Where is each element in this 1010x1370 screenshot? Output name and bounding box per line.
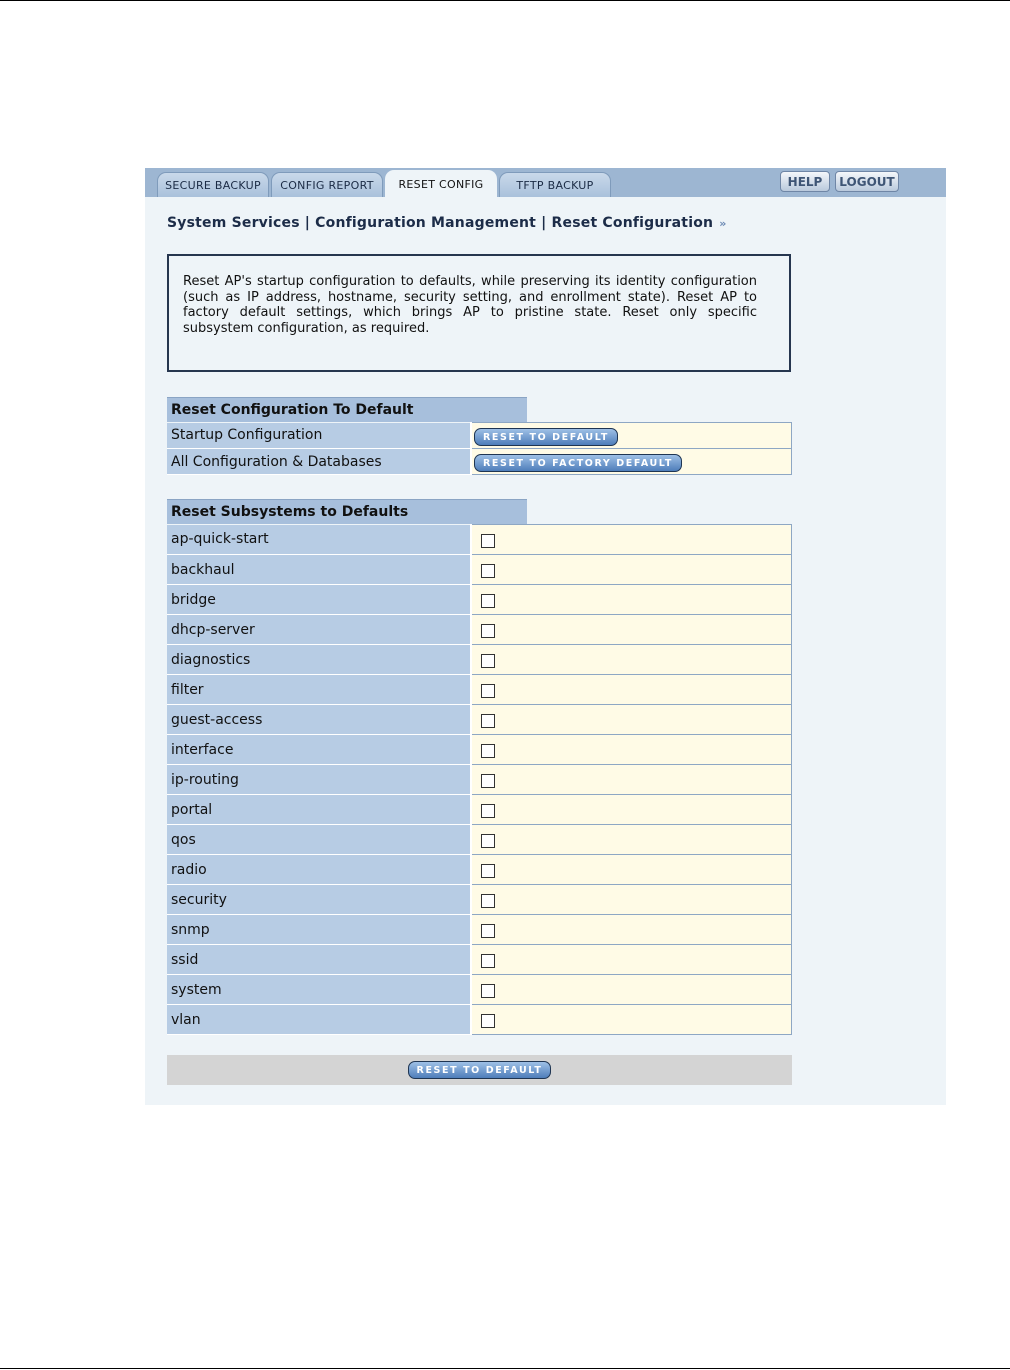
subsystems-table <box>167 524 792 1035</box>
subsystem-checkbox-bridge[interactable] <box>481 594 495 608</box>
table-row <box>167 705 792 735</box>
subsystem-label: qos <box>167 825 471 855</box>
reset-config-default-table <box>167 422 792 475</box>
subsystem-checkbox-interface[interactable] <box>481 744 495 758</box>
table-row <box>167 915 792 945</box>
subsystem-checkbox-vlan[interactable] <box>481 1014 495 1028</box>
breadcrumb <box>167 215 727 231</box>
table-row <box>167 855 792 885</box>
subsystem-checkbox-ap-quick-start[interactable] <box>481 534 495 548</box>
reset-startup-to-default-button[interactable]: RESET TO DEFAULT <box>474 428 618 446</box>
reset-subsystems-header: Reset Subsystems to Defaults <box>167 499 527 524</box>
reset-subsystems-to-default-button[interactable]: RESET TO DEFAULT <box>408 1061 552 1079</box>
reset-to-factory-default-button[interactable]: RESET TO FACTORY DEFAULT <box>474 454 682 472</box>
table-row <box>167 945 792 975</box>
subsystem-label: bridge <box>167 585 471 615</box>
subsystem-checkbox-radio[interactable] <box>481 864 495 878</box>
subsystem-label: ip-routing <box>167 765 471 795</box>
description-box: Reset AP's startup configuration to defaults, while preserving its identity configuration (such as IP address, hostname, security setting, and enrollment state). Reset AP to factory default settings, which brings AP to pristine state. Reset only specific subsystem configuration, as required. <box>167 254 791 372</box>
subsystem-checkbox-ssid[interactable] <box>481 954 495 968</box>
table-row <box>167 449 792 475</box>
subsystem-checkbox-qos[interactable] <box>481 834 495 848</box>
subsystem-label: diagnostics <box>167 645 471 675</box>
all-configuration-label: All Configuration & Databases <box>167 449 471 475</box>
table-row <box>167 615 792 645</box>
tab-secure-backup[interactable]: SECURE BACKUP <box>157 172 269 197</box>
subsystem-checkbox-guest-access[interactable] <box>481 714 495 728</box>
table-row <box>167 555 792 585</box>
table-row <box>167 735 792 765</box>
tab-reset-config[interactable]: RESET CONFIG <box>385 170 497 197</box>
table-row <box>167 795 792 825</box>
subsystem-label: radio <box>167 855 471 885</box>
table-row <box>167 885 792 915</box>
subsystem-checkbox-dhcp-server[interactable] <box>481 624 495 638</box>
logout-button[interactable]: LOGOUT <box>835 171 899 192</box>
table-row <box>167 765 792 795</box>
subsystem-label: guest-access <box>167 705 471 735</box>
subsystem-label: portal <box>167 795 471 825</box>
table-row <box>167 675 792 705</box>
subsystem-label: vlan <box>167 1005 471 1035</box>
subsystem-label: dhcp-server <box>167 615 471 645</box>
bottom-rule <box>0 1368 1010 1369</box>
table-row <box>167 645 792 675</box>
reset-config-default-header: Reset Configuration To Default <box>167 397 527 422</box>
subsystem-checkbox-ip-routing[interactable] <box>481 774 495 788</box>
table-row <box>167 525 792 555</box>
subsystem-checkbox-snmp[interactable] <box>481 924 495 938</box>
subsystem-label: ap-quick-start <box>167 525 471 555</box>
top-rule <box>0 0 1010 1</box>
table-row <box>167 585 792 615</box>
subsystem-label: backhaul <box>167 555 471 585</box>
subsystems-footer <box>167 1055 792 1085</box>
table-row <box>167 975 792 1005</box>
subsystem-checkbox-portal[interactable] <box>481 804 495 818</box>
subsystem-checkbox-diagnostics[interactable] <box>481 654 495 668</box>
subsystem-label: interface <box>167 735 471 765</box>
table-row <box>167 423 792 449</box>
subsystem-label: security <box>167 885 471 915</box>
breadcrumb-arrows-icon: » <box>719 217 727 230</box>
subsystem-checkbox-security[interactable] <box>481 894 495 908</box>
subsystem-checkbox-system[interactable] <box>481 984 495 998</box>
table-row <box>167 825 792 855</box>
subsystem-checkbox-filter[interactable] <box>481 684 495 698</box>
tab-tftp-backup[interactable]: TFTP BACKUP <box>499 172 611 197</box>
subsystem-label: snmp <box>167 915 471 945</box>
subsystem-label: system <box>167 975 471 1005</box>
tab-config-report[interactable]: CONFIG REPORT <box>271 172 383 197</box>
subsystem-label: filter <box>167 675 471 705</box>
breadcrumb-text: System Services | Configuration Management | Reset Configuration <box>167 215 714 231</box>
help-button[interactable]: HELP <box>780 171 830 192</box>
table-row <box>167 1005 792 1035</box>
tab-bar <box>145 168 946 197</box>
subsystem-checkbox-backhaul[interactable] <box>481 564 495 578</box>
startup-configuration-label: Startup Configuration <box>167 423 471 449</box>
subsystem-label: ssid <box>167 945 471 975</box>
main-panel <box>145 168 946 1105</box>
